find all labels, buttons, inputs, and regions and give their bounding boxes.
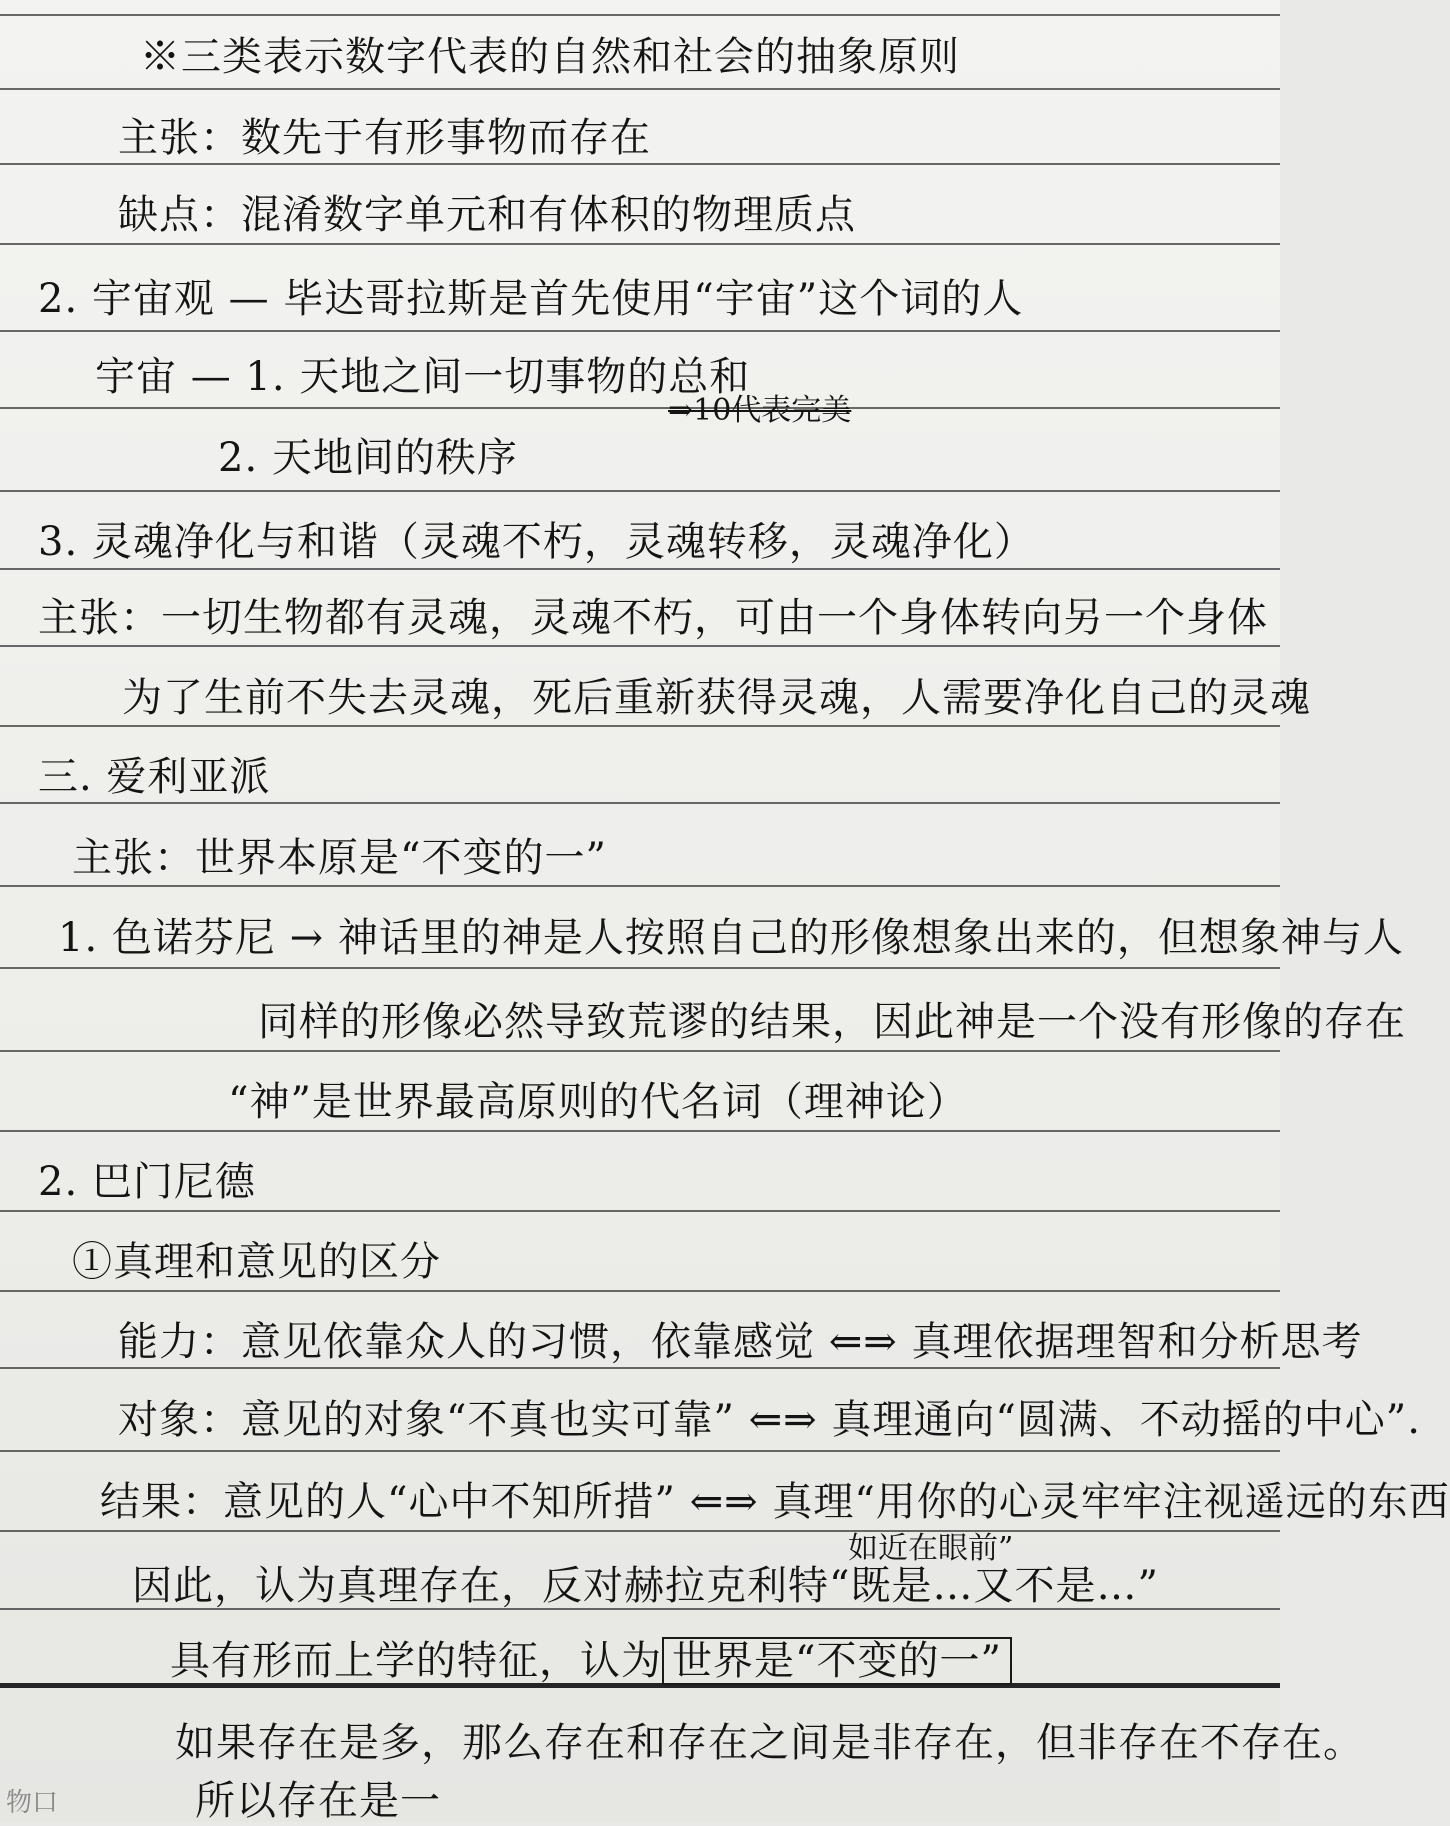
ruled-line xyxy=(0,1210,1280,1212)
note-line-7: 3. 灵魂净化与和谐（灵魂不朽，灵魂转移，灵魂净化） xyxy=(38,519,1035,565)
ruled-line xyxy=(0,645,1280,647)
note-line-13: 同样的形像必然导致荒谬的结果，因此神是一个没有形像的存在 xyxy=(258,999,1406,1045)
note-line-3: 缺点：混淆数字单元和有体积的物理质点 xyxy=(118,192,856,238)
page-corner-mark: 物口 xyxy=(6,1788,59,1818)
ruled-line xyxy=(0,1130,1280,1132)
ruled-line xyxy=(0,568,1280,570)
ruled-line xyxy=(0,243,1280,245)
note-line-16: ①真理和意见的区分 xyxy=(72,1239,441,1285)
subheading-parmenides: 2. 巴门尼德 xyxy=(38,1159,256,1205)
ruled-line xyxy=(0,725,1280,727)
note-line-4: 2. 宇宙观 — 毕达哥拉斯是首先使用“宇宙”这个词的人 xyxy=(38,276,1024,322)
ruled-line xyxy=(0,407,1280,409)
note-line-5: 宇宙 — 1. 天地之间一切事物的总和 xyxy=(95,354,751,400)
note-line-18: 对象：意见的对象“不真也实可靠” ⇐⇒ 真理通向“圆满、不动摇的中心”. xyxy=(118,1397,1421,1443)
ruled-line xyxy=(0,1050,1280,1052)
note-line-8: 主张：一切生物都有灵魂，灵魂不朽，可由一个身体转向另一个身体 xyxy=(38,595,1268,641)
note-line-14: “神”是世界最高原则的代名词（理神论） xyxy=(228,1079,968,1125)
ruled-line xyxy=(0,1450,1280,1452)
ruled-line xyxy=(0,490,1280,492)
note-line-1: ※三类表示数字代表的自然和社会的抽象原则 xyxy=(140,34,960,80)
section-heading-eleatic: 三. 爱利亚派 xyxy=(38,754,271,800)
note-annotation-perfect: ⇒10代表完美 xyxy=(668,393,852,428)
note-line-11: 主张：世界本原是“不变的一” xyxy=(72,835,607,881)
note-line-21-text: 具有形而上学的特征，认为 xyxy=(170,1638,662,1684)
ruled-line xyxy=(0,1367,1280,1369)
ruled-line xyxy=(0,802,1280,804)
note-line-22: 如果存在是多，那么存在和存在之间是非存在，但非存在不存在。 xyxy=(175,1720,1364,1766)
ruled-line xyxy=(0,14,1280,16)
note-line-19: 结果：意见的人“心中不知所措” ⇐⇒ 真理“用你的心灵牢牢注视遥远的东西 xyxy=(100,1479,1450,1525)
ruled-line xyxy=(0,967,1280,969)
ruled-line xyxy=(0,88,1280,90)
note-annotation-near: 如近在眼前” xyxy=(848,1531,1014,1566)
boxed-conclusion: 世界是“不变的一” xyxy=(662,1637,1012,1685)
note-line-17: 能力：意见依靠众人的习惯，依靠感觉 ⇐⇒ 真理依据理智和分析思考 xyxy=(118,1319,1363,1365)
ruled-line xyxy=(0,885,1280,887)
note-line-6: 2. 天地间的秩序 xyxy=(218,435,518,481)
note-line-9: 为了生前不失去灵魂，死后重新获得灵魂，人需要净化自己的灵魂 xyxy=(122,675,1311,721)
ruled-line xyxy=(0,1290,1280,1292)
note-line-21 xyxy=(170,1636,1012,1686)
note-line-2: 主张：数先于有形事物而存在 xyxy=(118,115,651,161)
note-line-20: 因此，认为真理存在，反对赫拉克利特“既是…又不是…” xyxy=(132,1563,1159,1609)
ruled-line xyxy=(0,330,1280,332)
note-line-12: 1. 色诺芬尼 → 神话里的神是人按照自己的形像想象出来的，但想象神与人 xyxy=(58,915,1404,961)
ruled-line xyxy=(0,1530,1280,1532)
ruled-line xyxy=(0,163,1280,165)
note-line-23: 所以存在是一 xyxy=(195,1778,441,1824)
